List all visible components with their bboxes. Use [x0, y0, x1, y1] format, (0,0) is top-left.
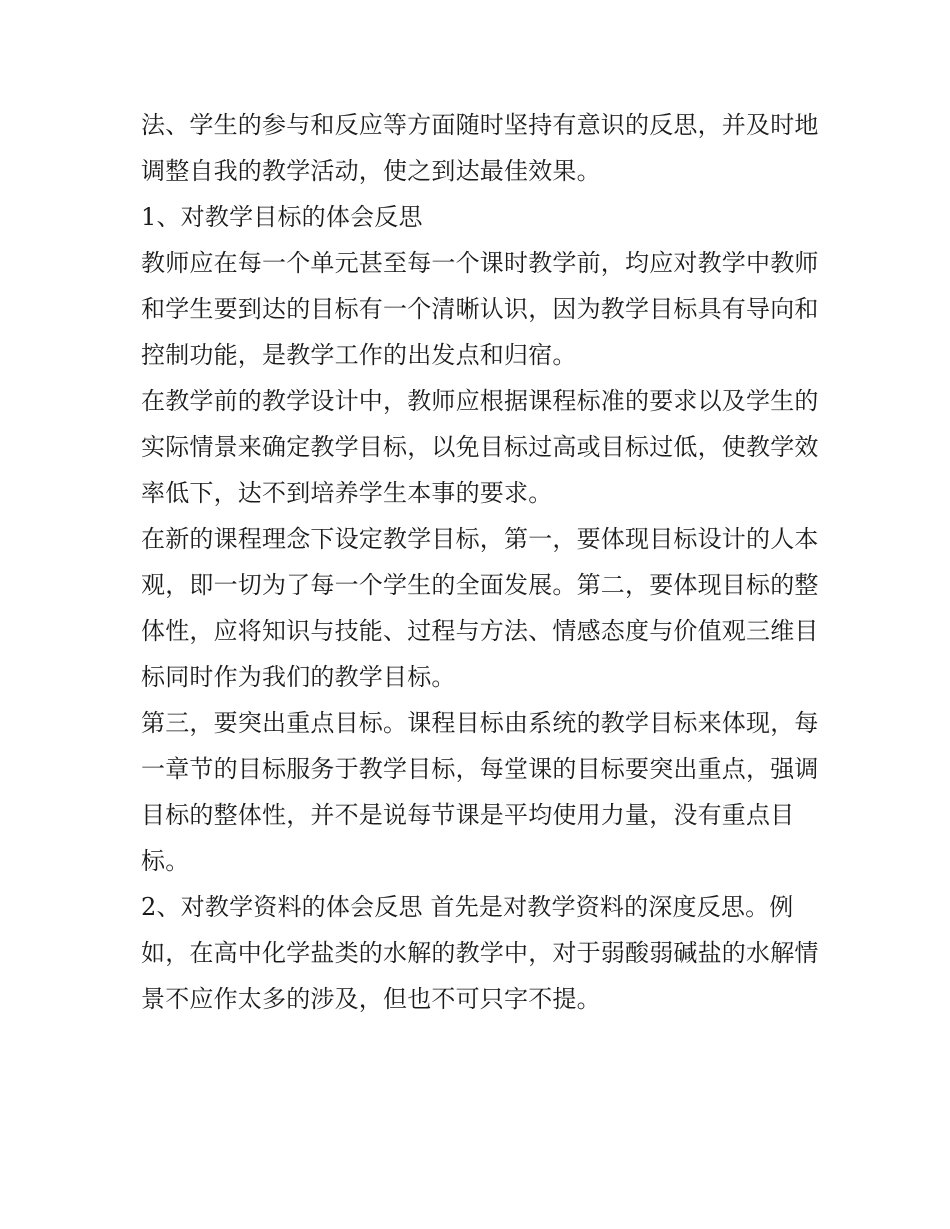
paragraph-continuation: 法、学生的参与和反应等方面随时坚持有意识的反思，并及时地调整自我的教学活动，使之到达最佳效果。 [141, 111, 819, 185]
paragraph-goal-awareness: 教师应在每一个单元甚至每一个课时教学前，均应对教学中教师和学生要到达的目标有一个清晰认识，因为教学目标具有导向和控制功能，是教学工作的出发点和归宿。 [141, 249, 819, 369]
paragraph-new-curriculum: 在新的课程理念下设定教学目标，第一，要体现目标设计的人本观，即一切为了每一个学生的全面发展。第二，要体现目标的整体性，应将知识与技能、过程与方法、情感态度与价值观三维目标同时作为我们的教学目标。 [141, 525, 819, 691]
document-body [141, 102, 821, 1022]
paragraph-teaching-materials: 2、对教学资料的体会反思 首先是对教学资料的深度反思。例如，在高中化学盐类的水解的教学中，对于弱酸弱碱盐的水解情景不应作太多的涉及，但也不可只字不提。 [141, 893, 819, 1013]
section-heading-teaching-goals: 1、对教学目标的体会反思 [141, 203, 423, 231]
paragraph-key-goals: 第三，要突出重点目标。课程目标由系统的教学目标来体现，每一章节的目标服务于教学目标，每堂课的目标要突出重点，强调目标的整体性，并不是说每节课是平均使用力量，没有重点目标。 [141, 709, 819, 875]
paragraph-goal-design: 在教学前的教学设计中，教师应根据课程标准的要求以及学生的实际情景来确定教学目标，以免目标过高或目标过低，使教学效率低下，达不到培养学生本事的要求。 [141, 387, 819, 507]
